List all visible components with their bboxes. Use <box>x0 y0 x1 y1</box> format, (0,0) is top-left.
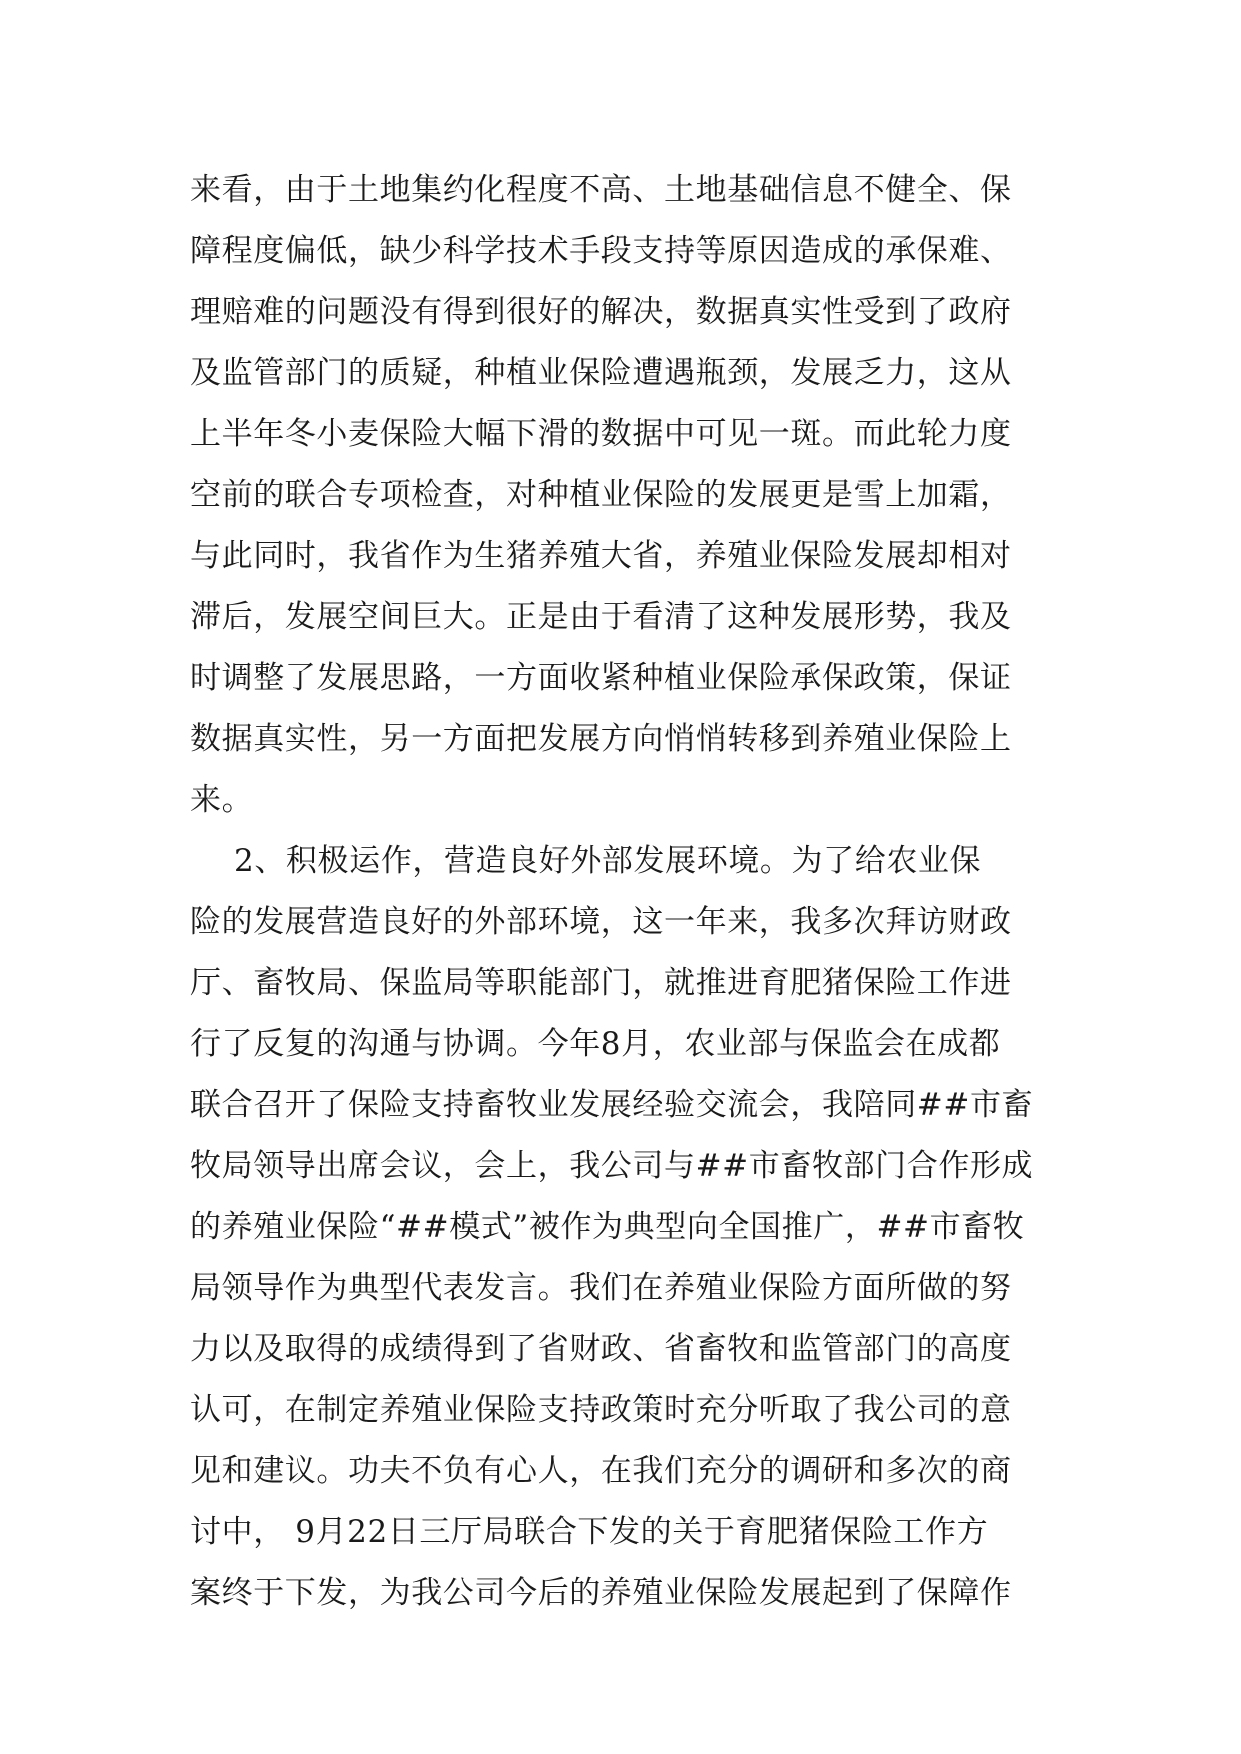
paragraph-1 <box>190 160 1070 831</box>
text-line: 上半年冬小麦保险大幅下滑的数据中可见一斑。而此轮力度 <box>190 416 1012 452</box>
text-line: 来。 <box>190 782 254 818</box>
text-line: 2、积极运作，营造良好外部发展环境。为了给农业保 <box>234 843 982 879</box>
text-line: 险的发展营造良好的外部环境，这一年来，我多次拜访财政 <box>190 904 1012 940</box>
text-line: 案终于下发，为我公司今后的养殖业保险发展起到了保障作 <box>190 1575 1012 1611</box>
text-line: 厅、畜牧局、保监局等职能部门，就推进育肥猪保险工作进 <box>190 965 1012 1001</box>
text-line: 牧局领导出席会议，会上，我公司与##市畜牧部门合作形成 <box>190 1148 1034 1184</box>
text-line: 力以及取得的成绩得到了省财政、省畜牧和监管部门的高度 <box>190 1331 1012 1367</box>
text-line: 时调整了发展思路，一方面收紧种植业保险承保政策，保证 <box>190 660 1012 696</box>
text-line: 来看，由于土地集约化程度不高、土地基础信息不健全、保 <box>190 172 1012 208</box>
paragraph-2 <box>190 831 1070 1624</box>
text-line: 认可，在制定养殖业保险支持政策时充分听取了我公司的意 <box>190 1392 1012 1428</box>
text-line: 局领导作为典型代表发言。我们在养殖业保险方面所做的努 <box>190 1270 1012 1306</box>
text-line: 理赔难的问题没有得到很好的解决，数据真实性受到了政府 <box>190 294 1012 330</box>
text-line: 滞后，发展空间巨大。正是由于看清了这种发展形势，我及 <box>190 599 1012 635</box>
text-line: 联合召开了保险支持畜牧业发展经验交流会，我陪同##市畜 <box>190 1087 1034 1123</box>
text-line: 数据真实性，另一方面把发展方向悄悄转移到养殖业保险上 <box>190 721 1012 757</box>
text-line: 行了反复的沟通与协调。今年8月，农业部与保监会在成都 <box>190 1026 1001 1062</box>
text-line: 讨中， 9月22日三厅局联合下发的关于育肥猪保险工作方 <box>190 1514 989 1550</box>
text-line: 与此同时，我省作为生猪养殖大省，养殖业保险发展却相对 <box>190 538 1012 574</box>
text-line: 及监管部门的质疑，种植业保险遭遇瓶颈，发展乏力，这从 <box>190 355 1012 391</box>
document-body <box>190 160 1070 1624</box>
text-line: 见和建议。功夫不负有心人，在我们充分的调研和多次的商 <box>190 1453 1012 1489</box>
text-line: 障程度偏低，缺少科学技术手段支持等原因造成的承保难、 <box>190 233 1012 269</box>
text-line: 空前的联合专项检查，对种植业保险的发展更是雪上加霜， <box>190 477 1012 513</box>
text-line: 的养殖业保险“##模式”被作为典型向全国推广，##市畜牧 <box>190 1209 1025 1245</box>
